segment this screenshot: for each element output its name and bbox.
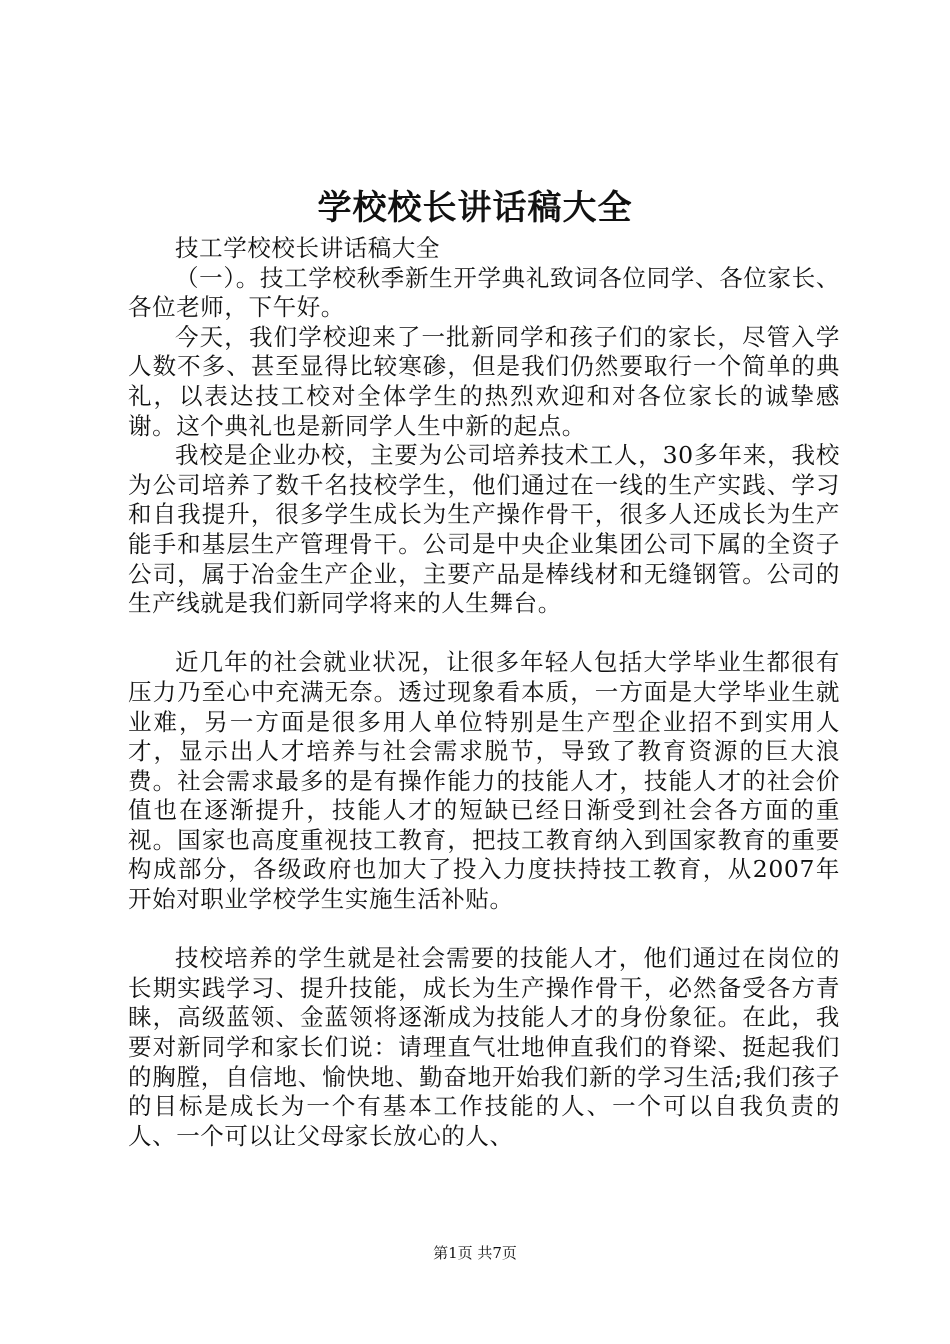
document-body xyxy=(128,234,840,1151)
paragraph-welcome: 今天，我们学校迎来了一批新同学和孩子们的家长，尽管入学人数不多、甚至显得比较寒碜，但是我们仍然要取行一个简单的典礼，以表达技工校对全体学生的热烈欢迎和对各位家长的诚挚感谢。这个典礼也是新同学人生中新的起点。 xyxy=(128,322,840,440)
paragraph-school-history: 我校是企业办校，主要为公司培养技术工人，30多年来，我校为公司培养了数千名技校学生，他们通过在一线的生产实践、学习和自我提升，很多学生成长为生产操作骨干，很多人还成长为生产能手和基层生产管理骨干。公司是中央企业集团公司下属的全资子公司，属于冶金生产企业，主要产品是棒线材和无缝钢管。公司的生产线就是我们新同学将来的人生舞台。 xyxy=(128,441,840,618)
document-title: 学校校长讲话稿大全 xyxy=(317,188,633,228)
paragraph-subtitle: 技工学校校长讲话稿大全 xyxy=(175,234,441,262)
paragraph-skills: 技校培养的学生就是社会需要的技能人才，他们通过在岗位的长期实践学习、提升技能，成长为生产操作骨干，必然备受各方青睐，高级蓝领、金蓝领将逐渐成为技能人才的身份象征。在此，我要对新同学和家长们说：请理直气壮地伸直我们的脊梁、挺起我们的胸膛，自信地、愉快地、勤奋地开始我们新的学习生活;我们孩子的目标是成长为一个有基本工作技能的人、一个可以自我负责的人、一个可以让父母家长放心的人、 xyxy=(128,944,840,1150)
paragraph-employment: 近几年的社会就业状况，让很多年轻人包括大学毕业生都很有压力乃至心中充满无奈。透过现象看本质，一方面是大学毕业生就业难，另一方面是很多用人单位特别是生产型企业招不到实用人才，显示出人才培养与社会需求脱节，导致了教育资源的巨大浪费。社会需求最多的是有操作能力的技能人才，技能人才的社会价值也在逐渐提升，技能人才的短缺已经日渐受到社会各方面的重视。国家也高度重视技工教育，把技工教育纳入到国家教育的重要构成部分，各级政府也加大了投入力度扶持技工教育，从2007年开始对职业学校学生实施生活补贴。 xyxy=(128,648,840,914)
paragraph-greeting: （一）。技工学校秋季新生开学典礼致词各位同学、各位家长、各位老师，下午好。 xyxy=(128,263,840,322)
page-number-footer: 第1页 共7页 xyxy=(433,1244,517,1262)
